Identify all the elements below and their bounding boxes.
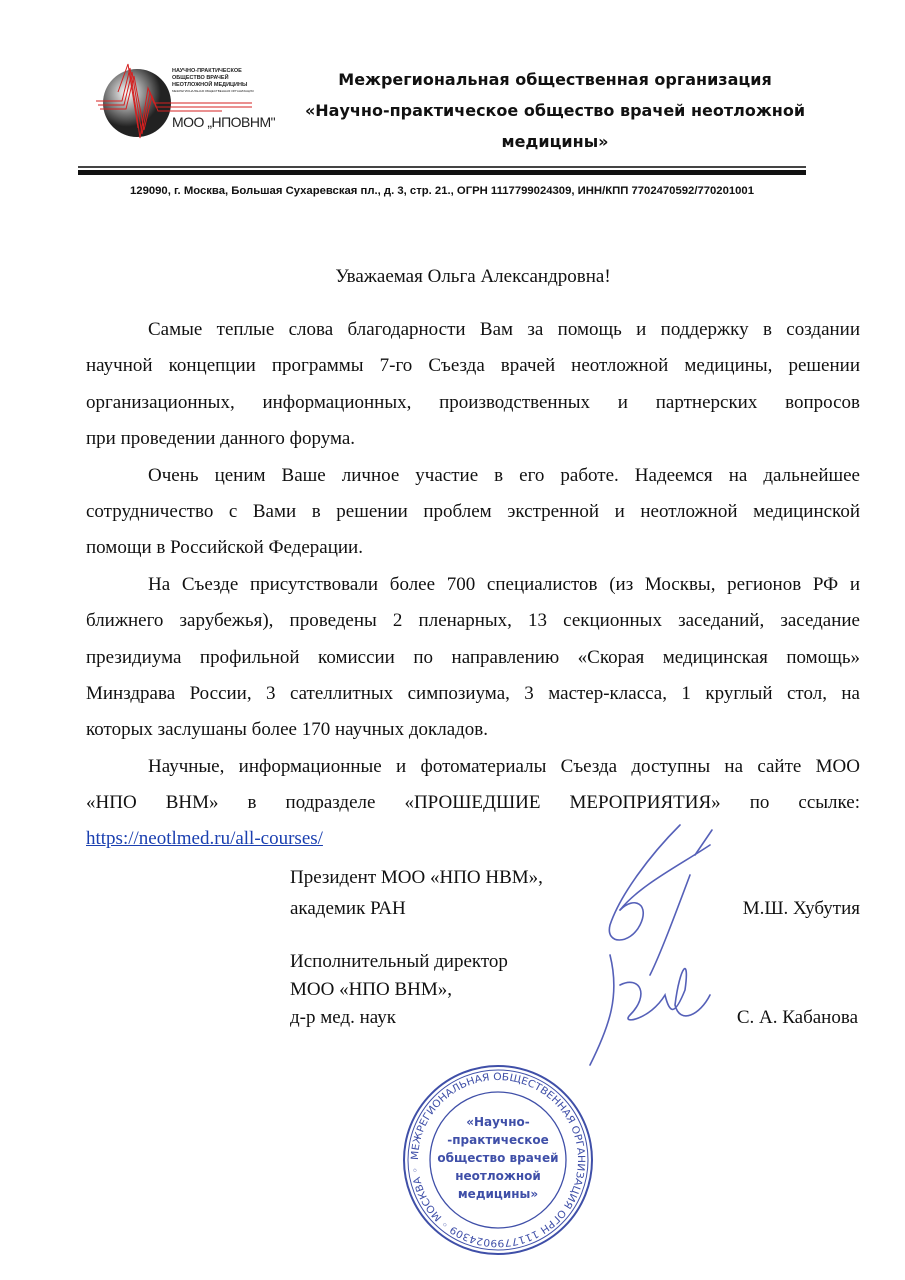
organization-address: 129090, г. Москва, Большая Сухаревская пл., д. 3, стр. 21., ОГРН 1117799024309, ИНН/КПП 7702470592/770201001	[130, 185, 754, 197]
text-line: президиума профильной комиссии по направлению «Скорая медицинская помощь»	[86, 646, 860, 668]
text-line: помощи в Российской Федерации.	[86, 537, 363, 559]
paragraph	[86, 458, 860, 567]
logo-line: НЕОТЛОЖНОЙ МЕДИЦИНЫ	[172, 82, 248, 88]
text-line: На Съезде присутствовали более 700 специалистов (из Москвы, регионов РФ и	[148, 573, 860, 595]
text-line: Минздрава России, 3 сателлитных симпозиума, 3 мастер-класса, 1 круглый стол, на	[86, 682, 860, 704]
paragraph	[86, 567, 860, 749]
text-line: сотрудничество с Вами в решении проблем экстренной и неотложной медицинской	[86, 500, 860, 522]
signer-name: С. А. Кабанова	[736, 1007, 858, 1028]
signer-title: Президент МОО «НПО НВМ»,	[290, 867, 543, 888]
text-line: Самые теплые слова благодарности Вам за помощь и поддержку в создании	[148, 319, 860, 340]
stamp-ring-text: МЕЖРЕГИОНАЛЬНАЯ ОБЩЕСТВЕННАЯ ОРГАНИЗАЦИЯ ОГРН 1117799024309 ◦ МОСКВА ◦	[409, 1071, 587, 1249]
signer-name: М.Ш. Хубутия	[742, 898, 860, 919]
stamp-center-line: неотложной	[455, 1169, 541, 1183]
text-line: при проведении данного форума.	[86, 428, 356, 450]
courses-link[interactable]: https://neotlmed.ru/all-courses/	[86, 828, 323, 850]
logo-line: ОБЩЕСТВО ВРАЧЕЙ	[172, 75, 229, 81]
organization-stamp	[400, 1062, 596, 1258]
greeting: Уважаемая Ольга Александровна!	[335, 266, 611, 287]
stamp-center-line: общество врачей	[437, 1151, 559, 1165]
signer-title: д-р мед. наук	[290, 1007, 396, 1028]
signature-block-director	[290, 948, 858, 1032]
text-line: которых заслушаны более 170 научных докладов.	[86, 719, 489, 741]
text-line: ближнего зарубежья), проведены 2 пленарных, 13 секционных заседаний, заседание	[86, 610, 860, 632]
text-line: Научные, информационные и фотоматериалы Съезда доступны на сайте МОО	[148, 755, 860, 777]
org-title-line: медицины»	[501, 132, 609, 151]
org-title-line: «Научно-практическое общество врачей неотложной	[304, 101, 806, 120]
logo-name: МОО „НПОВНМ"	[172, 114, 276, 130]
text-line: «НПО ВНМ» в подразделе «ПРОШЕДШИЕ МЕРОПРИЯТИЯ» по ссылке:	[86, 792, 860, 814]
organization-logo	[92, 58, 282, 144]
signer-title: МОО «НПО ВНМ»,	[290, 979, 453, 1000]
signer-title: академик РАН	[290, 898, 406, 919]
organization-title	[300, 64, 810, 157]
org-title-line: Межрегиональная общественная организация	[338, 70, 772, 89]
paragraph	[86, 312, 860, 458]
header-divider-thin	[78, 166, 806, 168]
stamp-center-line: «Научно-	[466, 1115, 530, 1129]
text-line: организационных, информационных, производственных и партнерских вопросов	[86, 391, 860, 413]
signer-title: Исполнительный директор	[290, 951, 508, 972]
stamp-center-line: -практическое	[447, 1133, 549, 1147]
header-divider-thick	[78, 170, 806, 175]
text-line: научной концепции программы 7-го Съезда врачей неотложной медицины, решении	[86, 355, 860, 377]
paragraph	[86, 749, 860, 858]
letter-body	[86, 312, 860, 858]
text-line: Очень ценим Ваше личное участие в его работе. Надеемся на дальнейшее	[148, 464, 860, 486]
logo-line: НАУЧНО-ПРАКТИЧЕСКОЕ	[172, 68, 242, 74]
logo-line: МЕЖРЕГИОНАЛЬНАЯ ОБЩЕСТВЕННАЯ ОРГАНИЗАЦИЯ	[172, 89, 254, 93]
signature-block-president	[290, 862, 860, 924]
stamp-center-line: медицины»	[457, 1187, 539, 1201]
